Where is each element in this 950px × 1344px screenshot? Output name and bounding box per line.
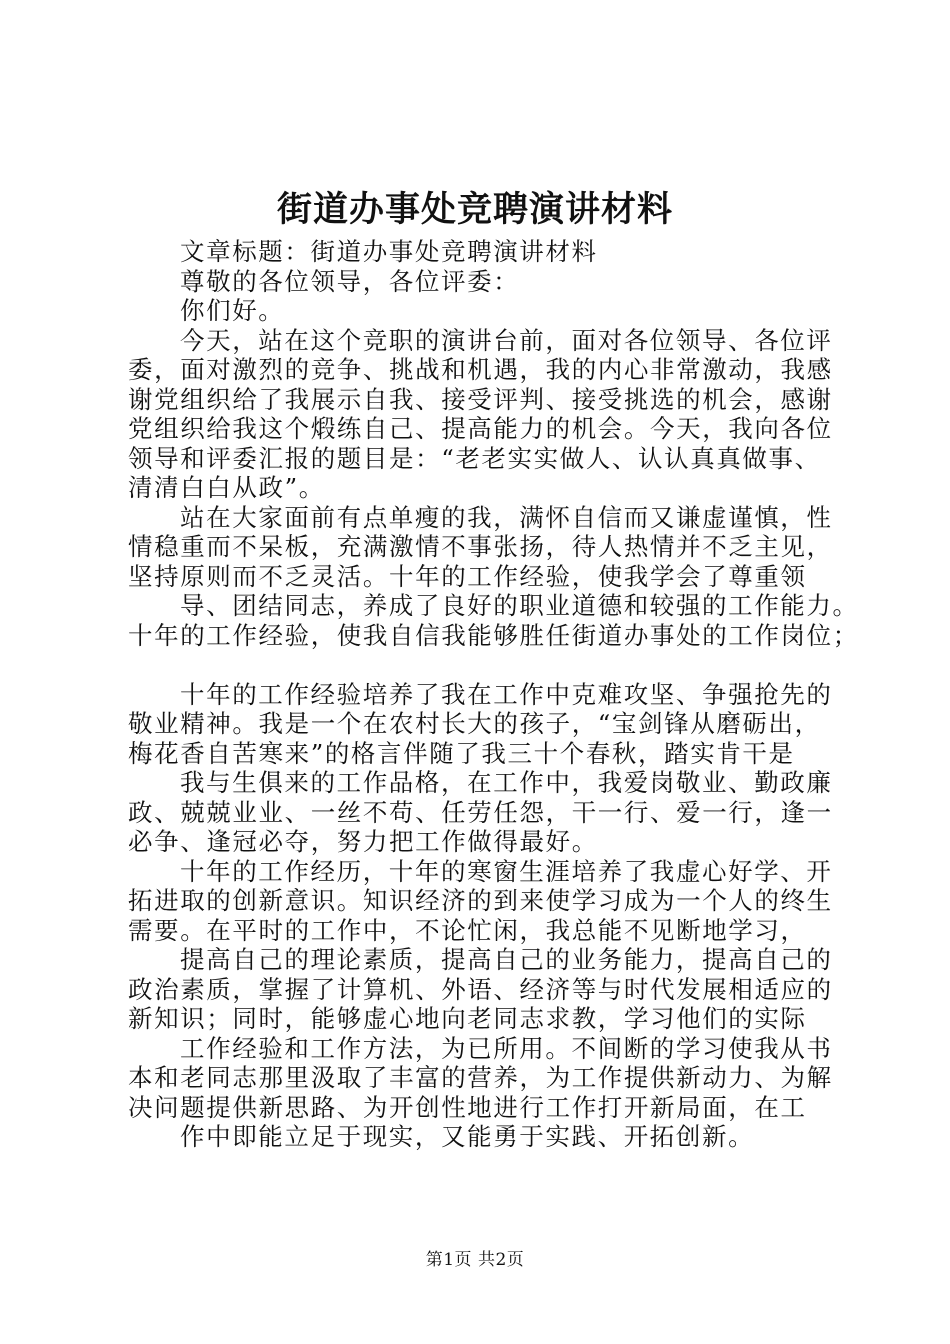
text-line: 拓进取的创新意识。知识经济的到来使学习成为一个人的终生 [128, 886, 833, 915]
text-line: 我与生俱来的工作品格，在工作中，我爱岗敬业、勤政廉 [180, 768, 833, 797]
text-line: 政、兢兢业业、一丝不苟、任劳任怨，干一行、爱一行，逢一 [128, 797, 833, 827]
text-line: 十年的工作经验，使我自信我能够胜任街道办事处的工作岗位； [128, 620, 859, 650]
text-line: 谢党组织给了我展示自我、接受评判、接受挑选的机会，感谢 [128, 384, 833, 414]
document-body [128, 237, 859, 1152]
text-line: 作中即能立足于现实，又能勇于实践、开拓创新。 [180, 1122, 755, 1151]
page-number: 第1页 共2页 [425, 1250, 525, 1270]
text-line: 本和老同志那里汲取了丰富的营养，为工作提供新动力、为解 [128, 1063, 833, 1092]
text-line: 你们好。 [180, 296, 285, 325]
text-line: 十年的工作经验培养了我在工作中克难攻坚、争强抢先的 [180, 679, 833, 709]
text-line: 政治素质，掌握了计算机、外语、经济等与时代发展相适应的 [128, 974, 833, 1004]
text-line: 十年的工作经历，十年的寒窗生涯培养了我虚心好学、开 [180, 856, 833, 886]
text-line: 领导和评委汇报的题目是：“老老实实做人、认认真真做事、 [128, 443, 821, 473]
document-title: 街道办事处竞聘演讲材料 [276, 189, 673, 230]
text-line: 工作经验和工作方法，为已所用。不间断的学习使我从书 [180, 1033, 833, 1063]
text-line: 委，面对激烈的竞争、挑战和机遇，我的内心非常激动，我感 [128, 355, 833, 384]
text-line: 梅花香自苦寒来”的格言伴随了我三十个春秋，踏实肯干是 [128, 738, 795, 768]
text-line: 需要。在平时的工作中，不论忙闲，我总能不见断地学习， [128, 915, 807, 945]
text-line: 新知识；同时，能够虚心地向老同志求教，学习他们的实际 [128, 1004, 807, 1033]
text-line: 党组织给我这个煅练自己、提高能力的机会。今天，我向各位 [128, 414, 833, 443]
text-line: 敬业精神。我是一个在农村长大的孩子，“宝剑锋从磨砺出， [128, 709, 821, 738]
text-line: 坚持原则而不乏灵活。十年的工作经验，使我学会了尊重领 [128, 561, 807, 591]
text-line: 尊敬的各位领导，各位评委： [180, 266, 520, 296]
text-line: 文章标题：街道办事处竞聘演讲材料 [180, 237, 598, 266]
text-line: 情稳重而不呆板，充满激情不事张扬，待人热情并不乏主见， [128, 532, 833, 561]
text-line: 导、团结同志，养成了良好的职业道德和较强的工作能力。 [180, 591, 859, 620]
text-line: 清清白白从政”。 [128, 473, 325, 502]
text-line: 提高自己的理论素质，提高自己的业务能力，提高自己的 [180, 945, 833, 974]
text-line: 站在大家面前有点单瘦的我，满怀自信而又谦虚谨慎，性 [180, 502, 833, 532]
text-line: 决问题提供新思路、为开创性地进行工作打开新局面，在工 [128, 1092, 807, 1122]
blank-line [128, 650, 838, 680]
text-line: 今天，站在这个竞职的演讲台前，面对各位领导、各位评 [180, 325, 833, 355]
text-line: 必争、逢冠必夺，努力把工作做得最好。 [128, 827, 598, 856]
